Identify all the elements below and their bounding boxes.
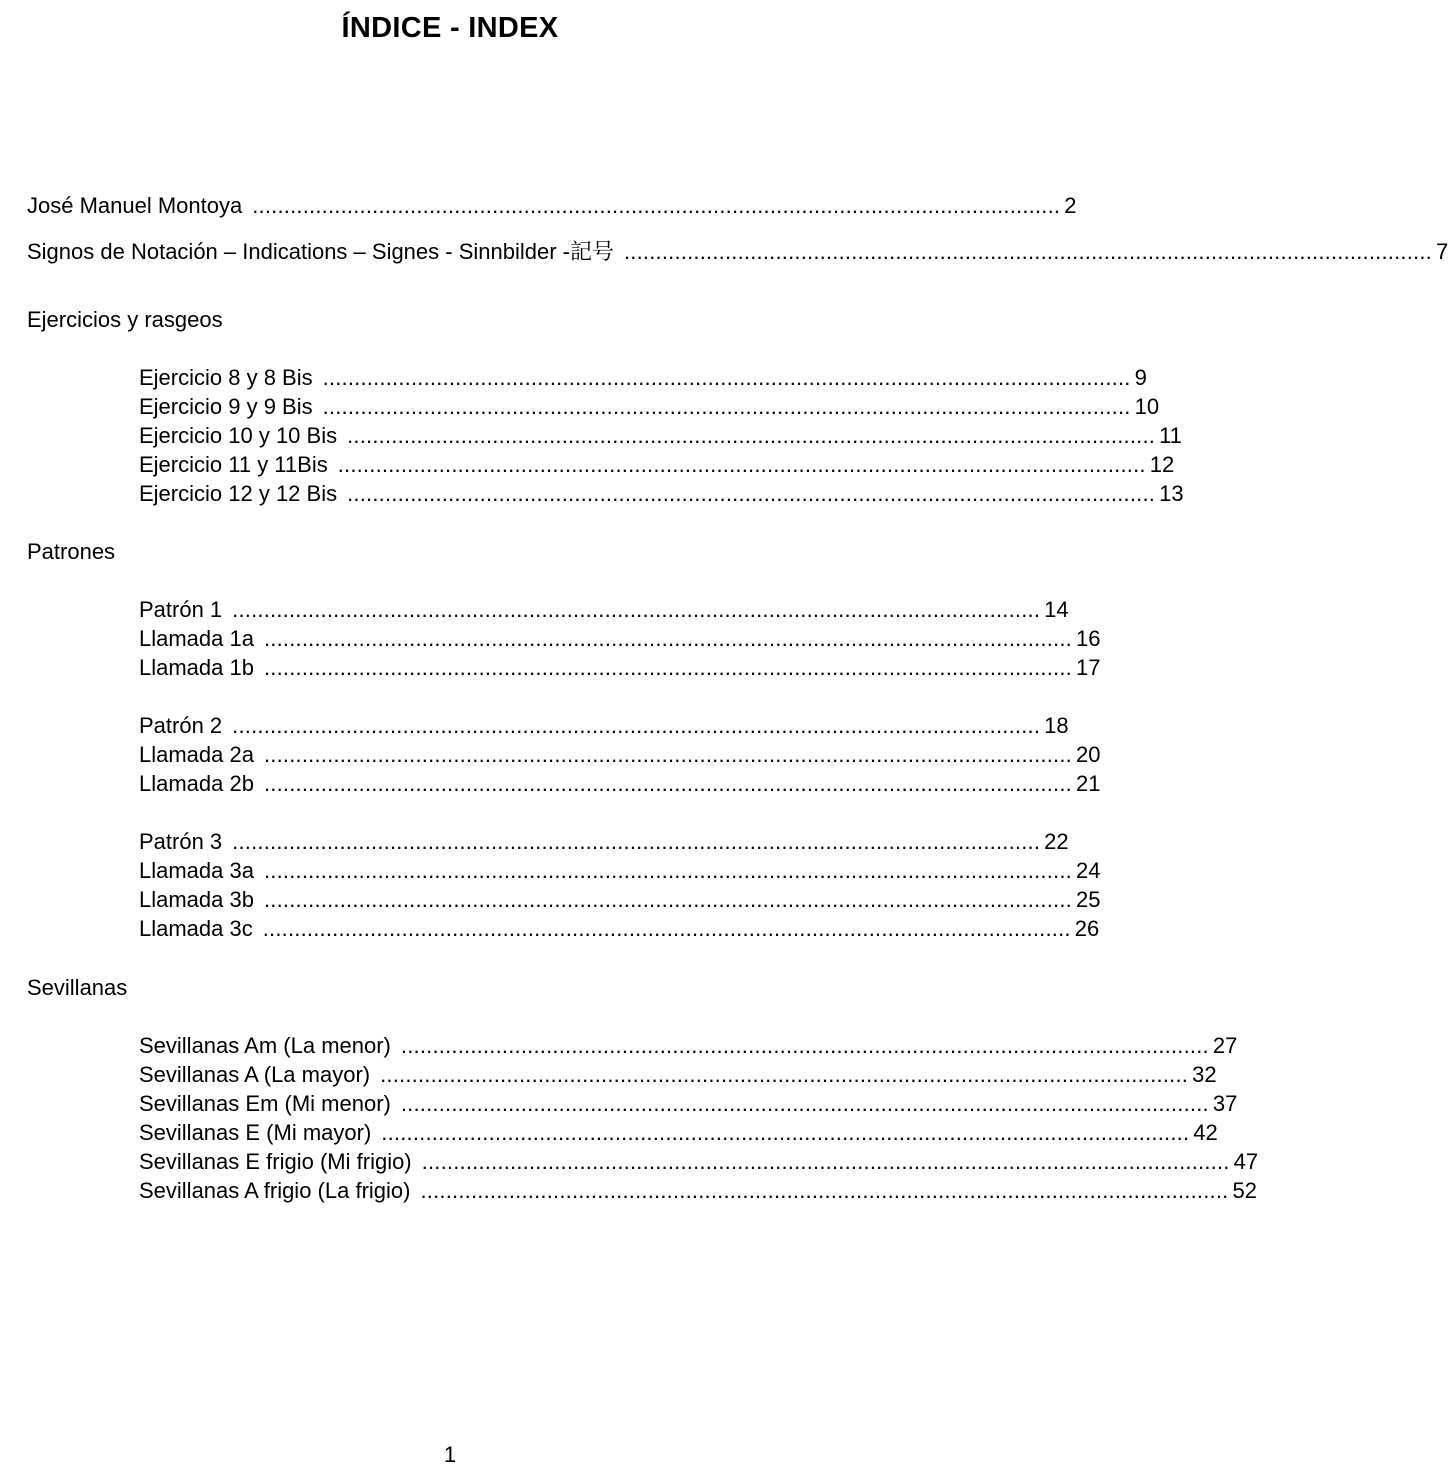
toc-entry	[139, 885, 1101, 914]
toc-entry-label: Sevillanas Em (Mi menor)	[139, 1091, 391, 1116]
dot-leader: ................................................................................................................................	[380, 1062, 1189, 1087]
dot-leader: ................................................................................................................................	[232, 597, 1041, 622]
toc-entry	[139, 1031, 1238, 1060]
toc-entry	[139, 1060, 1217, 1089]
toc-entry-page: 13	[1159, 481, 1184, 506]
toc-entry-label: Llamada 3a	[139, 858, 254, 883]
toc-entry	[139, 827, 1069, 856]
toc-entry	[139, 740, 1101, 769]
dot-leader: ................................................................................................................................	[263, 626, 1072, 651]
toc-entry	[139, 653, 1101, 682]
toc-entry	[139, 711, 1069, 740]
toc-entry-label: Sevillanas A frigio (La frigio)	[139, 1178, 411, 1203]
toc-entry-label: Sevillanas E frigio (Mi frigio)	[139, 1149, 412, 1174]
dot-leader: ................................................................................................................................	[347, 481, 1156, 506]
dot-leader: ................................................................................................................................	[252, 193, 1061, 218]
toc-entry-page: 11	[1159, 423, 1182, 448]
toc-entry-label: Patrón 2	[139, 713, 223, 738]
dot-leader: ................................................................................................................................	[263, 858, 1072, 883]
toc-entry-label: Ejercicio 8 y 8 Bis	[139, 365, 313, 390]
dot-leader: ................................................................................................................................	[263, 887, 1072, 912]
section-heading: Sevillanas	[27, 975, 128, 1000]
dot-leader: ................................................................................................................................	[337, 452, 1146, 477]
toc-entry-page: 16	[1075, 626, 1101, 651]
dot-leader: ................................................................................................................................	[624, 239, 1432, 264]
section-heading: Ejercicios y rasgeos	[27, 307, 223, 332]
toc-entry-page: 12	[1149, 452, 1175, 477]
dot-leader: ................................................................................................................................	[263, 655, 1072, 680]
toc-entry-label: Sevillanas E (Mi mayor)	[139, 1120, 372, 1145]
dot-leader: ................................................................................................................................	[421, 1149, 1230, 1174]
toc-entry-page: 18	[1044, 713, 1069, 738]
dot-leader: ................................................................................................................................	[400, 1033, 1209, 1058]
toc-entry	[139, 479, 1184, 508]
toc-entry	[139, 1176, 1257, 1205]
toc-entry-label: Patrón 1	[139, 597, 223, 622]
section-heading: Patrones	[27, 539, 116, 564]
toc-entry	[27, 191, 1077, 220]
dot-leader: ................................................................................................................................	[420, 1178, 1229, 1203]
toc-entry-label: Sevillanas A (La mayor)	[139, 1062, 371, 1087]
toc-entry-page: 27	[1212, 1033, 1238, 1058]
toc-entry-page: 21	[1075, 771, 1101, 796]
toc-entry-page: 37	[1212, 1091, 1238, 1116]
toc-entry-label: Ejercicio 9 y 9 Bis	[139, 394, 313, 419]
toc-entry-label: Signos de Notación – Indications – Signes - Sinnbilder -記号	[27, 239, 614, 264]
toc-entry-page: 20	[1075, 742, 1101, 767]
toc-entry	[139, 363, 1147, 392]
dot-leader: ................................................................................................................................	[322, 394, 1131, 419]
toc-entry-page: 17	[1075, 655, 1101, 680]
dot-leader: ................................................................................................................................	[400, 1091, 1209, 1116]
toc-entry-label: Llamada 2a	[139, 742, 254, 767]
page-title: ÍNDICE - INDEX	[341, 12, 559, 44]
toc-entry	[27, 237, 1448, 266]
toc-entry	[139, 769, 1101, 798]
toc-entry-page: 32	[1192, 1062, 1217, 1087]
toc-entry	[139, 392, 1160, 421]
toc-entry-page: 52	[1232, 1178, 1257, 1203]
dot-leader: ................................................................................................................................	[381, 1120, 1190, 1145]
toc-entry-label: Sevillanas Am (La menor)	[139, 1033, 391, 1058]
toc-entry-label: Llamada 3c	[139, 916, 253, 941]
toc-entry-label: Ejercicio 11 y 11Bis	[139, 452, 328, 477]
toc-entry-label: Ejercicio 12 y 12 Bis	[139, 481, 338, 506]
toc-entry-page: 26	[1074, 916, 1100, 941]
toc-entry-label: Llamada 3b	[139, 887, 254, 912]
dot-leader: ................................................................................................................................	[232, 829, 1041, 854]
toc-entry	[139, 624, 1101, 653]
toc-entry-page: 22	[1044, 829, 1069, 854]
toc-entry-label: Ejercicio 10 y 10 Bis	[139, 423, 338, 448]
toc-entry-page: 7	[1435, 239, 1448, 264]
toc-entry-page: 14	[1044, 597, 1069, 622]
toc-entry-label: Llamada 2b	[139, 771, 254, 796]
toc-entry-page: 10	[1134, 394, 1160, 419]
toc-entry	[139, 856, 1101, 885]
dot-leader: ................................................................................................................................	[263, 742, 1072, 767]
toc-entry-label: José Manuel Montoya	[27, 193, 243, 218]
toc-entry	[139, 1089, 1238, 1118]
dot-leader: ................................................................................................................................	[322, 365, 1131, 390]
dot-leader: ................................................................................................................................	[232, 713, 1041, 738]
toc-entry-label: Patrón 3	[139, 829, 223, 854]
page-number: 1	[443, 1442, 457, 1467]
toc-entry-page: 47	[1233, 1149, 1259, 1174]
toc-entry	[139, 1147, 1259, 1176]
dot-leader: ................................................................................................................................	[262, 916, 1071, 941]
toc-entry-label: Llamada 1a	[139, 626, 254, 651]
toc-entry-page: 2	[1064, 193, 1077, 218]
toc-entry-label: Llamada 1b	[139, 655, 254, 680]
toc-entry-page: 25	[1075, 887, 1101, 912]
toc-entry-page: 42	[1193, 1120, 1218, 1145]
dot-leader: ................................................................................................................................	[347, 423, 1156, 448]
toc-entry-page: 9	[1134, 365, 1147, 390]
dot-leader: ................................................................................................................................	[263, 771, 1072, 796]
toc-entry	[139, 595, 1069, 624]
toc-entry	[139, 914, 1100, 943]
toc-entry	[139, 450, 1175, 479]
toc-entry	[139, 421, 1182, 450]
toc-entry	[139, 1118, 1218, 1147]
toc-entry-page: 24	[1075, 858, 1101, 883]
